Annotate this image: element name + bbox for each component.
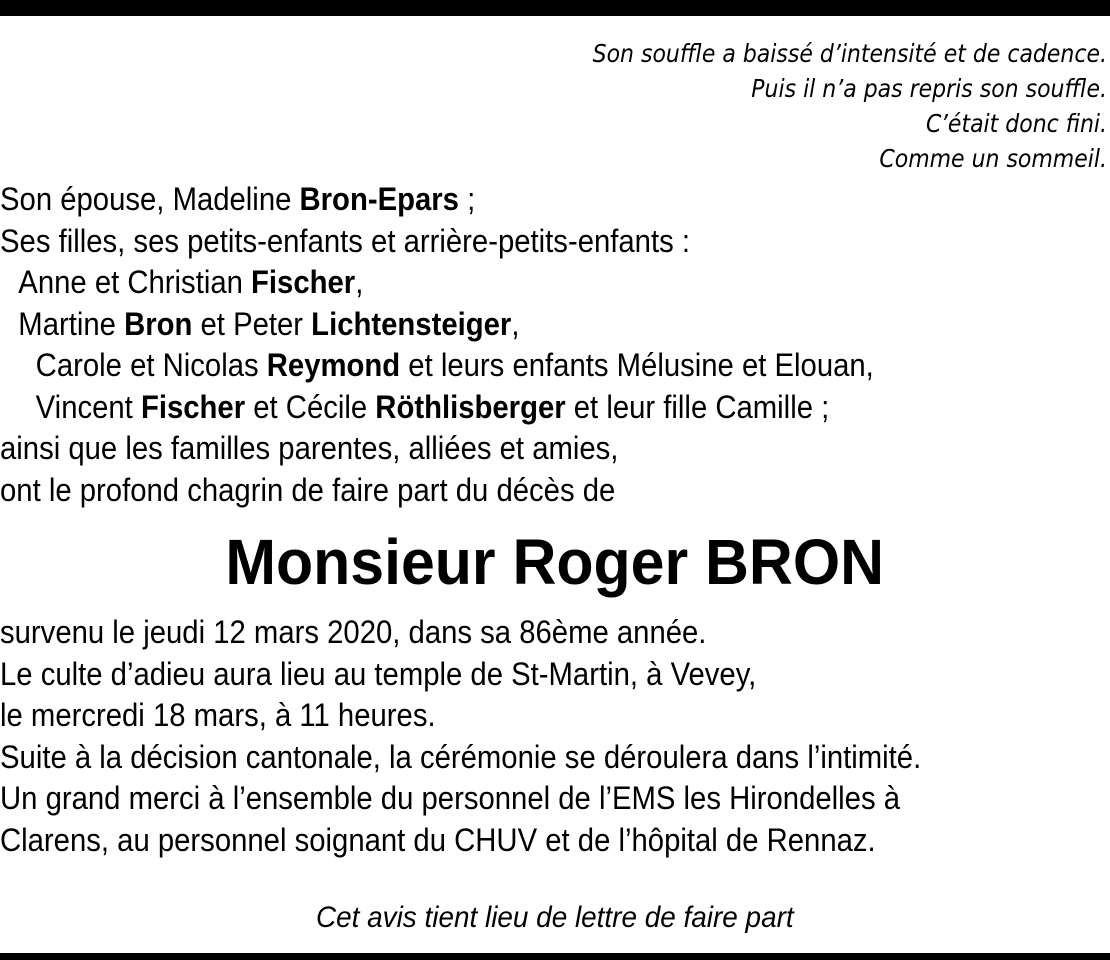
children-intro: Ses filles, ses petits-enfants et arrière-petits-enfants : — [0, 222, 691, 259]
family-line-fischer: Anne et Christian Fischer, — [18, 264, 364, 300]
family-line-bron: Martine Bron et Peter Lichtensteiger, — [18, 305, 520, 342]
relatives-line: ainsi que les familles parentes, alliées et amies, — [0, 430, 619, 466]
announcement-line: ont le profond chagrin de faire part du décès de — [0, 471, 616, 508]
spouse-line: Son épouse, Madeline Bron-Epars ; — [0, 181, 476, 217]
bottom-border-rule — [0, 953, 1110, 960]
poem-line: Comme un sommeil. — [879, 144, 1107, 173]
poem-line: Puis il n’a pas repris son souffle. — [751, 74, 1107, 103]
epigraph-poem — [491, 36, 1107, 176]
family-list — [0, 179, 1052, 511]
detail-line: Le culte d’adieu aura lieu au temple de St-Martin, à Vevey, — [0, 655, 757, 692]
poem-line: Son souffle a baissé d’intensité et de cadence. — [592, 39, 1107, 68]
poem-line: C’était donc fini. — [926, 109, 1107, 138]
footer-note: Cet avis tient lieu de lettre de faire part — [316, 901, 794, 934]
top-border-rule — [0, 0, 1110, 16]
service-details — [0, 612, 1052, 861]
detail-line: Un grand merci à l’ensemble du personnel de l’EMS les Hirondelles à — [0, 780, 901, 816]
detail-line: le mercredi 18 mars, à 11 heures. — [0, 697, 436, 733]
family-line-reymond: Carole et Nicolas Reymond et leurs enfants Mélusine et Elouan, — [35, 347, 874, 383]
detail-line: Clarens, au personnel soignant du CHUV et de l’hôpital de Rennaz. — [0, 821, 876, 858]
detail-line: survenu le jeudi 12 mars 2020, dans sa 86ème année. — [0, 614, 707, 650]
deceased-name: Monsieur Roger BRON — [225, 526, 885, 598]
family-line-vincent: Vincent Fischer et Cécile Röthlisberger et leur fille Camille ; — [35, 388, 830, 425]
detail-line: Suite à la décision cantonale, la cérémonie se déroulera dans l’intimité. — [0, 738, 922, 775]
